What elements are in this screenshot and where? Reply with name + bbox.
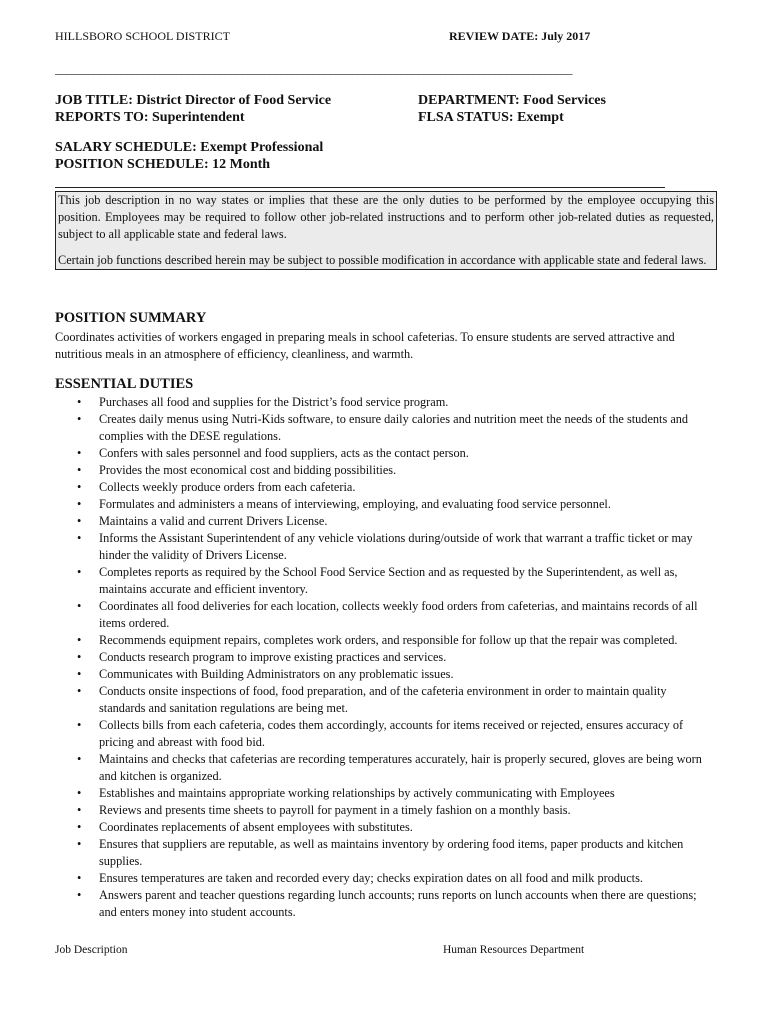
duty-text: Ensures temperatures are taken and recorded every day; checks expiration dates on all food and milk products. — [99, 871, 643, 885]
duty-item — [55, 836, 715, 870]
bullet-icon: • — [77, 463, 82, 477]
bullet-icon: • — [77, 446, 82, 460]
bullet-icon: • — [77, 412, 82, 426]
footer-right: Human Resources Department — [443, 944, 585, 956]
header-rule: ______________________________________________________________________________________________ — [55, 62, 572, 76]
position-summary-text: Coordinates activities of workers engaged in preparing meals in school cafeterias. To ensure students are served attractive and nutritious meals in an atmosphere of efficiency, cleanliness, and warmth. — [55, 330, 675, 361]
bullet-icon: • — [77, 837, 82, 851]
duty-text: Formulates and administers a means of interviewing, employing, and evaluating food service personnel. — [99, 497, 611, 511]
bullet-icon: • — [77, 650, 82, 664]
bullet-icon: • — [77, 820, 82, 834]
bullet-icon: • — [77, 514, 82, 528]
duty-text: Answers parent and teacher questions regarding lunch accounts; runs reports on lunch accounts when there are questions; and enters money into student accounts. — [99, 888, 697, 919]
bullet-icon: • — [77, 497, 82, 511]
duty-item — [55, 717, 715, 751]
bullet-icon: • — [77, 888, 82, 902]
department: DEPARTMENT: Food Services — [418, 93, 606, 108]
disclaimer-paragraph-1: This job description in no way states or implies that these are the only duties to be performed by the employee occupying this position. Employees may be required to follow other job-related instructions and to perform other job-related duties as requested, subject to all applicable state and federal laws. — [58, 193, 714, 241]
duty-item — [55, 632, 715, 649]
section-divider — [55, 187, 665, 188]
bullet-icon: • — [77, 667, 82, 681]
bullet-icon: • — [77, 684, 82, 698]
job-title: JOB TITLE: District Director of Food Service — [55, 93, 332, 108]
duty-text: Maintains and checks that cafeterias are recording temperatures accurately, hair is properly secured, gloves are being worn and kitchen is organized. — [99, 752, 702, 783]
duty-item — [55, 564, 715, 598]
duty-item — [55, 819, 715, 836]
footer-left: Job Description — [55, 944, 128, 956]
duty-text: Collects bills from each cafeteria, codes them accordingly, accounts for items received or rejected, ensures accuracy of pricing and abreast with food bid. — [99, 718, 684, 749]
duty-item — [55, 649, 715, 666]
duty-item — [55, 802, 715, 819]
essential-duties-heading: ESSENTIAL DUTIES — [55, 376, 194, 392]
duty-item — [55, 513, 715, 530]
position-summary-heading: POSITION SUMMARY — [55, 310, 207, 326]
duty-item — [55, 598, 715, 632]
duty-item — [55, 479, 715, 496]
duty-text: Coordinates replacements of absent employees with substitutes. — [99, 820, 413, 834]
bullet-icon: • — [77, 633, 82, 647]
duty-item — [55, 751, 715, 785]
bullet-icon: • — [77, 480, 82, 494]
duty-text: Establishes and maintains appropriate working relationships by actively communicating with Employees — [99, 786, 615, 800]
duty-item — [55, 411, 715, 445]
duty-text: Conducts onsite inspections of food, food preparation, and of the cafeteria environment in order to maintain quality standards and sanitation regulations are being met. — [99, 684, 667, 715]
duty-item — [55, 785, 715, 802]
bullet-icon: • — [77, 395, 82, 409]
bullet-icon: • — [77, 718, 82, 732]
duty-text: Creates daily menus using Nutri-Kids software, to ensure daily calories and nutrition meet the needs of the students and complies with the DESE regulations. — [99, 412, 689, 443]
salary-schedule: SALARY SCHEDULE: Exempt Professional — [55, 140, 324, 155]
bullet-icon: • — [77, 599, 82, 613]
duty-item — [55, 887, 715, 921]
review-date: REVIEW DATE: July 2017 — [449, 29, 591, 43]
district-name: HILLSBORO SCHOOL DISTRICT — [55, 29, 230, 43]
duty-text: Recommends equipment repairs, completes work orders, and responsible for follow up that the repair was completed. — [99, 633, 678, 647]
duty-item — [55, 870, 715, 887]
duty-item — [55, 530, 715, 564]
duty-item — [55, 683, 715, 717]
duty-text: Reviews and presents time sheets to payroll for payment in a timely fashion on a monthly basis. — [99, 803, 571, 817]
duty-text: Confers with sales personnel and food suppliers, acts as the contact person. — [99, 446, 469, 460]
reports-to: REPORTS TO: Superintendent — [55, 110, 245, 125]
essential-duties-list — [55, 394, 715, 921]
duty-text: Completes reports as required by the School Food Service Section and as requested by the Superintendent, as well as, maintains accurate and efficient inventory. — [99, 565, 678, 596]
disclaimer-box — [55, 191, 717, 270]
duty-item — [55, 445, 715, 462]
bullet-icon: • — [77, 565, 82, 579]
duty-text: Provides the most economical cost and bidding possibilities. — [99, 463, 397, 477]
duty-text: Communicates with Building Administrators on any problematic issues. — [99, 667, 454, 681]
bullet-icon: • — [77, 786, 82, 800]
bullet-icon: • — [77, 871, 82, 885]
bullet-icon: • — [77, 803, 82, 817]
duty-text: Informs the Assistant Superintendent of any vehicle violations during/outside of work that warrant a traffic ticket or may hinder the validity of Drivers License. — [99, 531, 693, 562]
duty-text: Conducts research program to improve existing practices and services. — [99, 650, 447, 664]
disclaimer-paragraph-2: Certain job functions described herein may be subject to possible modification in accordance with applicable state and federal laws. — [58, 253, 707, 267]
duty-item — [55, 462, 715, 479]
bullet-icon: • — [77, 531, 82, 545]
duty-text: Collects weekly produce orders from each cafeteria. — [99, 480, 356, 494]
duty-text: Ensures that suppliers are reputable, as well as maintains inventory by ordering food items, paper products and kitchen supplies. — [99, 837, 684, 868]
duty-text: Maintains a valid and current Drivers License. — [99, 514, 328, 528]
bullet-icon: • — [77, 752, 82, 766]
duty-text: Coordinates all food deliveries for each location, collects weekly food orders from cafeterias, and maintains records of all items ordered. — [99, 599, 698, 630]
position-schedule: POSITION SCHEDULE: 12 Month — [55, 157, 271, 172]
duty-item — [55, 666, 715, 683]
flsa-status: FLSA STATUS: Exempt — [418, 110, 564, 125]
duty-item — [55, 496, 715, 513]
duty-text: Purchases all food and supplies for the District’s food service program. — [99, 395, 449, 409]
duty-item — [55, 394, 715, 411]
